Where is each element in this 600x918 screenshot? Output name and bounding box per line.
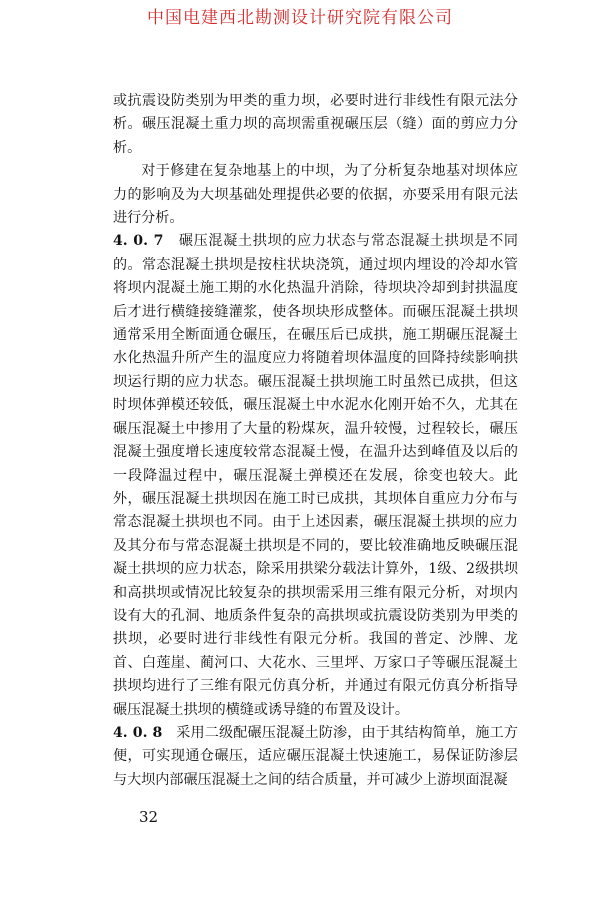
body-text: [113, 90, 518, 792]
section-number: 4. 0. 7: [113, 233, 164, 250]
section-text: 采用二级配碾压混凝土防渗，由于其结构简单，施工方便，可实现通仓碾压，适应碾压混凝土快速施工，易保证防渗层与大坝内部碾压混凝土之间的结合质量，并可减少上游坝面混凝: [113, 724, 519, 788]
section-number: 4. 0. 8: [113, 724, 163, 741]
paragraph-continuation: 或抗震设防类别为甲类的重力坝，必要时进行非线性有限元法分析。碾压混凝土重力坝的高坝需重视碾压层（缝）面的剪应力分析。: [113, 93, 518, 156]
paragraph-complex-foundation: 对于修建在复杂地基上的中坝，为了分析复杂地基对坝体应力的影响及为大坝基础处理提供必要的依据，亦要采用有限元法进行分析。: [113, 163, 518, 227]
page-number: 32: [139, 808, 159, 826]
section-4-0-7: [113, 230, 518, 722]
header-watermark: 中国电建西北勘测设计研究院有限公司: [147, 8, 453, 28]
section-text: 碾压混凝土拱坝的应力状态与常态混凝土拱坝是不同的。常态混凝土拱坝是按柱状块浇筑，通过坝内埋设的冷却水管将坝内混凝土施工期的水化热温升消除，待坝块冷却到封拱温度后才进行横缝接缝灌浆，使各坝块形成整体。而碾压混凝土拱坝通常采用全断面通仓碾压，在碾压后已成拱，施工期碾压混凝土水化热温升所产生的温度应力将随着坝体温度的回降持续影响拱坝运行期的应力状态。碾压混凝土拱坝施工时虽然已成拱，但这时坝体弹模还较低，碾压混凝土中水泥水化刚开始不久，尤其在碾压混凝土中掺用了大量的粉煤灰，温升较慢，过程较长，碾压混凝土强度增长速度较常态混凝土慢，在温升达到峰值及以后的一段降温过程中，碾压混凝土弹模还在发展，徐变也较大。此外，碾压混凝土拱坝因在施工时已成拱，其坝体自重应力分布与常态混凝土拱坝也不同。由于上述因素，碾压混凝土拱坝的应力及其分布与常态混凝土拱坝是不同的，要比较准确地反映碾压混凝土拱坝的应力状态，除采用拱梁分载法计算外，1级、2级拱坝和高拱坝或情况比较复杂的拱坝需采用三维有限元分析，对坝内设有大的孔洞、地质条件复杂的高拱坝或抗震设防类别为甲类的拱坝，必要时进行非线性有限元分析。我国的普定、沙牌、龙首、白莲崖、蔺河口、大花水、三里坪、万家口子等碾压混凝土拱坝均进行了三维有限元仿真分析，并通过有限元仿真分析指导碾压混凝土拱坝的横缝或诱导缝的布置及设计。: [113, 233, 518, 718]
section-4-0-8: [113, 722, 518, 792]
